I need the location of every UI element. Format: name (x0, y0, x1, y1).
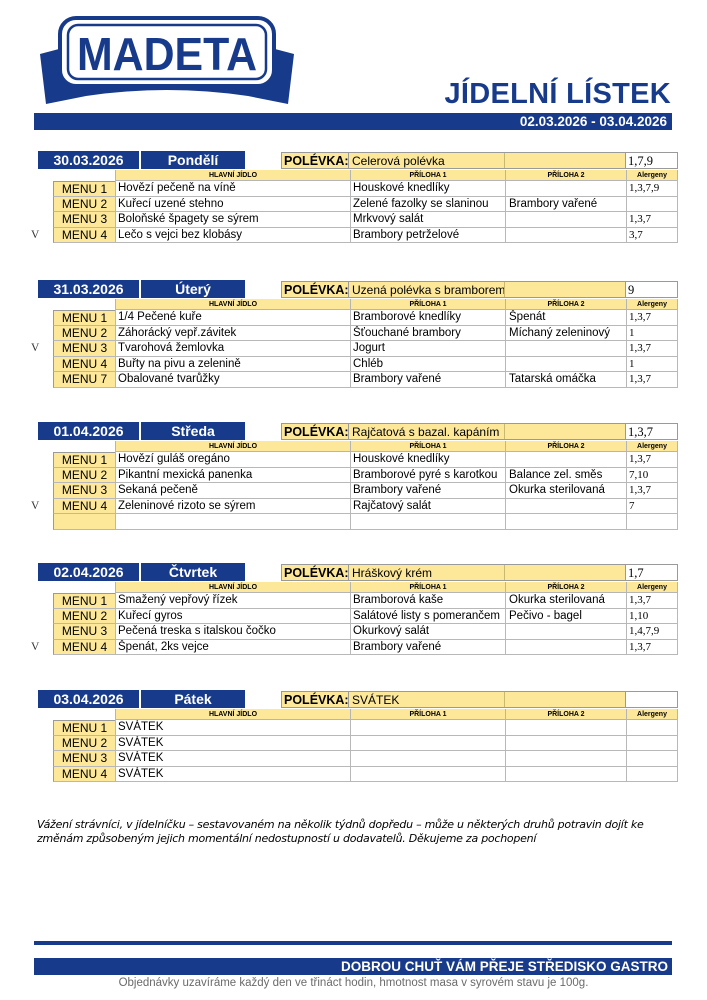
menu-row (0, 228, 707, 244)
menu-label: MENU 4 (53, 228, 115, 244)
side-dish-1: Jogurt (350, 341, 505, 357)
main-dish: Pikantní mexická panenka (115, 468, 350, 484)
side-dish-2: Balance zel. směs (505, 468, 626, 484)
side-dish-2: Tatarská omáčka (505, 372, 626, 388)
day-name: Čtvrtek (141, 563, 245, 581)
main-dish: Pečená treska s italskou čočko (115, 624, 350, 640)
column-header-main: HLAVNÍ JÍDLO (115, 441, 350, 452)
footer-greeting: DOBROU CHUŤ VÁM PŘEJE STŘEDISKO GASTRO (34, 958, 672, 975)
logo-text: MADETA (77, 28, 257, 80)
allergens (626, 197, 678, 213)
side-dish-1: Brambory vařené (350, 372, 505, 388)
column-header-main: HLAVNÍ JÍDLO (115, 170, 350, 181)
allergens: 1,3,7 (626, 212, 678, 228)
menu-row (0, 751, 707, 767)
day-date: 01.04.2026 (38, 422, 139, 440)
footer-divider (34, 941, 672, 945)
side-dish-2: Míchaný zeleninový (505, 326, 626, 342)
side-dish-1 (350, 751, 505, 767)
allergens: 1,3,7 (626, 640, 678, 656)
side-dish-1: Šťouchané brambory (350, 326, 505, 342)
disclaimer-note: Vážení strávníci, v jídelníčku – sestavovaném na několik týdnů dopředu – může u některých druhů potravin dojít ke změnám způsobeným jejich momentální nedostupností u dodavatelů. Děkujeme za pochopení (37, 818, 644, 845)
soup-text: Rajčatová s bazal. kapáním (352, 425, 500, 439)
column-header-allergens: Alergeny (626, 582, 678, 593)
column-header-allergens: Alergeny (626, 170, 678, 181)
column-header-side1: PŘÍLOHA 1 (350, 441, 505, 452)
day-name: Pátek (141, 690, 245, 708)
side-dish-1: Zelené fazolky se slaninou (350, 197, 505, 213)
column-header-side2: PŘÍLOHA 2 (505, 299, 626, 310)
column-header-side1: PŘÍLOHA 1 (350, 709, 505, 720)
menu-row (0, 310, 707, 326)
menu-row (0, 736, 707, 752)
allergens: 1,3,7 (626, 372, 678, 388)
main-dish: Hovězí guláš oregáno (115, 452, 350, 468)
allergens (626, 720, 678, 736)
menu-row (0, 468, 707, 484)
main-dish: Boloňské špagety se sýrem (115, 212, 350, 228)
column-header-side2: PŘÍLOHA 2 (505, 170, 626, 181)
main-dish: SVÁTEK (115, 736, 350, 752)
side-dish-2: Špenát (505, 310, 626, 326)
side-dish-2 (505, 736, 626, 752)
allergens: 1,3,7 (626, 452, 678, 468)
soup-name (349, 281, 626, 298)
side-dish-1 (350, 736, 505, 752)
day-name: Středa (141, 422, 245, 440)
column-header-side1: PŘÍLOHA 1 (350, 170, 505, 181)
allergens: 1,4,7,9 (626, 624, 678, 640)
soup-text: Uzená polévka s bramborem (352, 283, 506, 297)
side-dish-2 (505, 357, 626, 373)
vegetarian-marker: V (31, 228, 40, 241)
menu-label: MENU 3 (53, 624, 115, 640)
soup-allergens: 1,7 (626, 564, 678, 581)
vegetarian-marker: V (31, 499, 40, 512)
allergens (626, 736, 678, 752)
side-dish-1 (350, 514, 505, 530)
main-dish: Záhorácký vepř.závitek (115, 326, 350, 342)
soup-name (349, 423, 626, 440)
column-header-main: HLAVNÍ JÍDLO (115, 582, 350, 593)
menu-label: MENU 4 (53, 499, 115, 515)
allergens: 1,10 (626, 609, 678, 625)
main-dish: Lečo s vejci bez klobásy (115, 228, 350, 244)
allergens: 3,7 (626, 228, 678, 244)
day-date: 02.04.2026 (38, 563, 139, 581)
menu-row (0, 514, 707, 530)
allergens: 1,3,7 (626, 341, 678, 357)
soup-divider (504, 565, 505, 580)
main-dish: Kuřecí gyros (115, 609, 350, 625)
soup-name (349, 152, 626, 169)
main-dish: Smažený vepřový řízek (115, 593, 350, 609)
day-date: 30.03.2026 (38, 151, 139, 169)
soup-divider (504, 153, 505, 168)
main-dish: Hovězí pečeně na víně (115, 181, 350, 197)
main-dish: SVÁTEK (115, 767, 350, 783)
main-dish: Kuřecí uzené stehno (115, 197, 350, 213)
side-dish-2 (505, 767, 626, 783)
side-dish-2 (505, 624, 626, 640)
menu-row (0, 212, 707, 228)
column-header-side2: PŘÍLOHA 2 (505, 441, 626, 452)
side-dish-1: Brambory vařené (350, 640, 505, 656)
column-header-side1: PŘÍLOHA 1 (350, 299, 505, 310)
column-header-side2: PŘÍLOHA 2 (505, 709, 626, 720)
vegetarian-marker: V (31, 640, 40, 653)
allergens (626, 767, 678, 783)
menu-row (0, 357, 707, 373)
soup-allergens: 9 (626, 281, 678, 298)
day-name: Pondělí (141, 151, 245, 169)
allergens: 1 (626, 326, 678, 342)
side-dish-2 (505, 720, 626, 736)
side-dish-1: Bramborová kaše (350, 593, 505, 609)
side-dish-1: Okurkový salát (350, 624, 505, 640)
main-dish (115, 514, 350, 530)
vegetarian-marker: V (31, 342, 40, 354)
menu-row (0, 197, 707, 213)
allergens: 1,3,7,9 (626, 181, 678, 197)
side-dish-2 (505, 499, 626, 515)
soup-allergens: 1,7,9 (626, 152, 678, 169)
menu-row (0, 499, 707, 515)
side-dish-2 (505, 228, 626, 244)
column-header-allergens: Alergeny (626, 441, 678, 452)
menu-row (0, 341, 707, 357)
allergens: 1,3,7 (626, 483, 678, 499)
allergens (626, 514, 678, 530)
soup-label: POLÉVKA: (281, 564, 349, 581)
menu-label: MENU 3 (53, 751, 115, 767)
menu-row (0, 181, 707, 197)
menu-label: MENU 2 (53, 468, 115, 484)
menu-label: MENU 1 (53, 452, 115, 468)
menu-label: MENU 1 (53, 310, 115, 326)
menu-label: MENU 1 (53, 720, 115, 736)
soup-divider (504, 692, 505, 707)
allergens (626, 751, 678, 767)
main-dish: Zeleninové rizoto se sýrem (115, 499, 350, 515)
side-dish-2 (505, 181, 626, 197)
order-note: Objednávky uzavíráme každý den ve třináct hodin, hmotnost masa v syrovém stavu je 100g. (118, 977, 589, 989)
menu-label: MENU 3 (53, 212, 115, 228)
menu-label: MENU 2 (53, 197, 115, 213)
menu-label: MENU 4 (53, 640, 115, 656)
side-dish-1: Houskové knedlíky (350, 452, 505, 468)
main-dish: Buřty na pivu a zelenině (115, 357, 350, 373)
side-dish-1: Houskové knedlíky (350, 181, 505, 197)
main-dish: SVÁTEK (115, 720, 350, 736)
menu-row (0, 767, 707, 783)
side-dish-2 (505, 341, 626, 357)
soup-text: Celerová polévka (352, 154, 445, 168)
main-dish: Tvarohová žemlovka (115, 341, 350, 357)
side-dish-2: Brambory vařené (505, 197, 626, 213)
allergens: 1 (626, 357, 678, 373)
menu-row (0, 624, 707, 640)
soup-divider (504, 282, 505, 297)
side-dish-2 (505, 514, 626, 530)
menu-label: MENU 2 (53, 736, 115, 752)
side-dish-2: Okurka sterilovaná (505, 593, 626, 609)
date-range: 02.03.2026 - 03.04.2026 (34, 113, 672, 130)
side-dish-1: Bramborové knedlíky (350, 310, 505, 326)
menu-row (0, 593, 707, 609)
main-dish: SVÁTEK (115, 751, 350, 767)
side-dish-1: Bramborové pyré s karotkou (350, 468, 505, 484)
day-date: 31.03.2026 (38, 280, 139, 298)
day-date: 03.04.2026 (38, 690, 139, 708)
menu-row (0, 483, 707, 499)
menu-label: MENU 7 (53, 372, 115, 388)
soup-label: POLÉVKA: (281, 423, 349, 440)
main-dish: Sekaná pečeně (115, 483, 350, 499)
menu-label: MENU 2 (53, 326, 115, 342)
allergens: 7,10 (626, 468, 678, 484)
menu-label (53, 514, 115, 530)
soup-name (349, 564, 626, 581)
menu-row (0, 640, 707, 656)
column-header-main: HLAVNÍ JÍDLO (115, 299, 350, 310)
menu-row (0, 452, 707, 468)
side-dish-1: Mrkvový salát (350, 212, 505, 228)
column-header-allergens: Alergeny (626, 299, 678, 310)
allergens: 1,3,7 (626, 593, 678, 609)
side-dish-1: Rajčatový salát (350, 499, 505, 515)
column-header-allergens: Alergeny (626, 709, 678, 720)
menu-label: MENU 3 (53, 483, 115, 499)
soup-text: Hráškový krém (352, 566, 433, 580)
menu-label: MENU 4 (53, 767, 115, 783)
soup-divider (504, 424, 505, 439)
side-dish-1: Salátové listy s pomerančem (350, 609, 505, 625)
side-dish-2 (505, 212, 626, 228)
madeta-logo (38, 14, 296, 110)
side-dish-1 (350, 767, 505, 783)
menu-label: MENU 2 (53, 609, 115, 625)
side-dish-2 (505, 452, 626, 468)
day-name: Úterý (141, 280, 245, 298)
main-dish: Špenát, 2ks vejce (115, 640, 350, 656)
soup-text: SVÁTEK (352, 693, 400, 707)
soup-allergens: 1,3,7 (626, 423, 678, 440)
side-dish-2: Okurka sterilovaná (505, 483, 626, 499)
allergens: 7 (626, 499, 678, 515)
soup-label: POLÉVKA: (281, 152, 349, 169)
soup-label: POLÉVKA: (281, 691, 349, 708)
menu-row (0, 609, 707, 625)
side-dish-1: Chléb (350, 357, 505, 373)
main-dish: Obalované tvarůžky (115, 372, 350, 388)
allergens: 1,3,7 (626, 310, 678, 326)
soup-name (349, 691, 626, 708)
menu-label: MENU 3 (53, 341, 115, 357)
menu-label: MENU 1 (53, 181, 115, 197)
column-header-side2: PŘÍLOHA 2 (505, 582, 626, 593)
menu-row (0, 720, 707, 736)
main-dish: 1/4 Pečené kuře (115, 310, 350, 326)
menu-row (0, 326, 707, 342)
side-dish-2: Pečivo - bagel (505, 609, 626, 625)
side-dish-2 (505, 751, 626, 767)
soup-label: POLÉVKA: (281, 281, 349, 298)
menu-label: MENU 1 (53, 593, 115, 609)
column-header-side1: PŘÍLOHA 1 (350, 582, 505, 593)
page-title: JÍDELNÍ LÍSTEK (444, 78, 671, 110)
side-dish-1 (350, 720, 505, 736)
side-dish-1: Brambory petrželové (350, 228, 505, 244)
soup-allergens (626, 691, 678, 708)
menu-row (0, 372, 707, 388)
side-dish-2 (505, 640, 626, 656)
column-header-main: HLAVNÍ JÍDLO (115, 709, 350, 720)
menu-label: MENU 4 (53, 357, 115, 373)
side-dish-1: Brambory vařené (350, 483, 505, 499)
